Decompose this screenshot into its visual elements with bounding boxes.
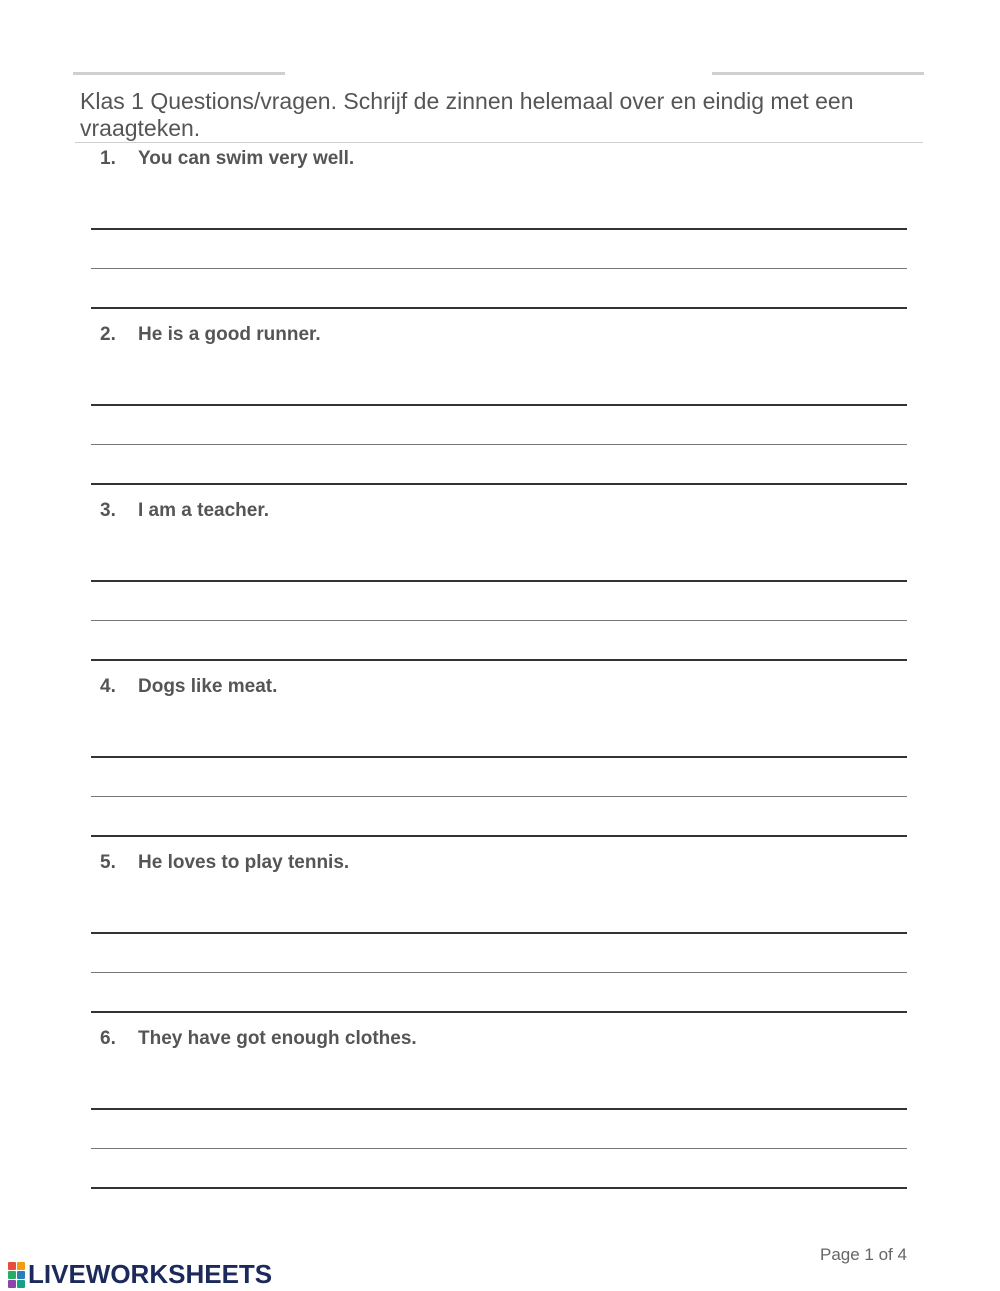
- answer-line[interactable]: [91, 932, 907, 934]
- answer-line[interactable]: [91, 404, 907, 406]
- answer-line[interactable]: [91, 1148, 907, 1149]
- question-item: [0, 324, 1000, 500]
- worksheet-title: Klas 1 Questions/vragen. Schrijf de zinnen helemaal over en eindig met een vraagteken.: [80, 88, 854, 141]
- question-item: [0, 676, 1000, 852]
- title-divider: [75, 142, 923, 143]
- answer-line[interactable]: [91, 268, 907, 269]
- answer-line[interactable]: [91, 307, 907, 309]
- page-indicator: Page 1 of 4: [820, 1245, 907, 1264]
- logo-tile: [17, 1280, 25, 1288]
- question-number: 3.: [100, 500, 116, 521]
- logo-tile: [8, 1271, 16, 1279]
- logo-tile: [8, 1262, 16, 1270]
- answer-line[interactable]: [91, 580, 907, 582]
- question-item: [0, 500, 1000, 676]
- answer-line[interactable]: [91, 1108, 907, 1110]
- answer-line[interactable]: [91, 228, 907, 230]
- answer-line[interactable]: [91, 756, 907, 758]
- top-rule-left: [73, 72, 285, 75]
- answer-line[interactable]: [91, 659, 907, 661]
- question-text: They have got enough clothes.: [138, 1028, 417, 1049]
- question-number: 4.: [100, 676, 116, 697]
- question-text: Dogs like meat.: [138, 676, 278, 697]
- question-text: You can swim very well.: [138, 148, 355, 169]
- question-number: 6.: [100, 1028, 116, 1049]
- logo-text: LIVEWORKSHEETS: [28, 1259, 273, 1289]
- logo-tile: [17, 1271, 25, 1279]
- answer-line[interactable]: [91, 1187, 907, 1189]
- logo-icon: [8, 1262, 25, 1288]
- answer-line[interactable]: [91, 796, 907, 797]
- answer-line[interactable]: [91, 444, 907, 445]
- question-item: [0, 1028, 1000, 1204]
- answer-line[interactable]: [91, 620, 907, 621]
- question-number: 5.: [100, 852, 116, 873]
- question-text: I am a teacher.: [138, 500, 269, 521]
- question-item: [0, 852, 1000, 1028]
- answer-line[interactable]: [91, 835, 907, 837]
- answer-line[interactable]: [91, 483, 907, 485]
- logo-tile: [17, 1262, 25, 1270]
- top-rule-right: [712, 72, 924, 75]
- question-text: He loves to play tennis.: [138, 852, 350, 873]
- logo-tile: [8, 1280, 16, 1288]
- answer-line[interactable]: [91, 972, 907, 973]
- question-number: 1.: [100, 148, 116, 169]
- answer-line[interactable]: [91, 1011, 907, 1013]
- question-item: [0, 148, 1000, 324]
- liveworksheets-logo[interactable]: [8, 1259, 272, 1290]
- question-text: He is a good runner.: [138, 324, 321, 345]
- question-number: 2.: [100, 324, 116, 345]
